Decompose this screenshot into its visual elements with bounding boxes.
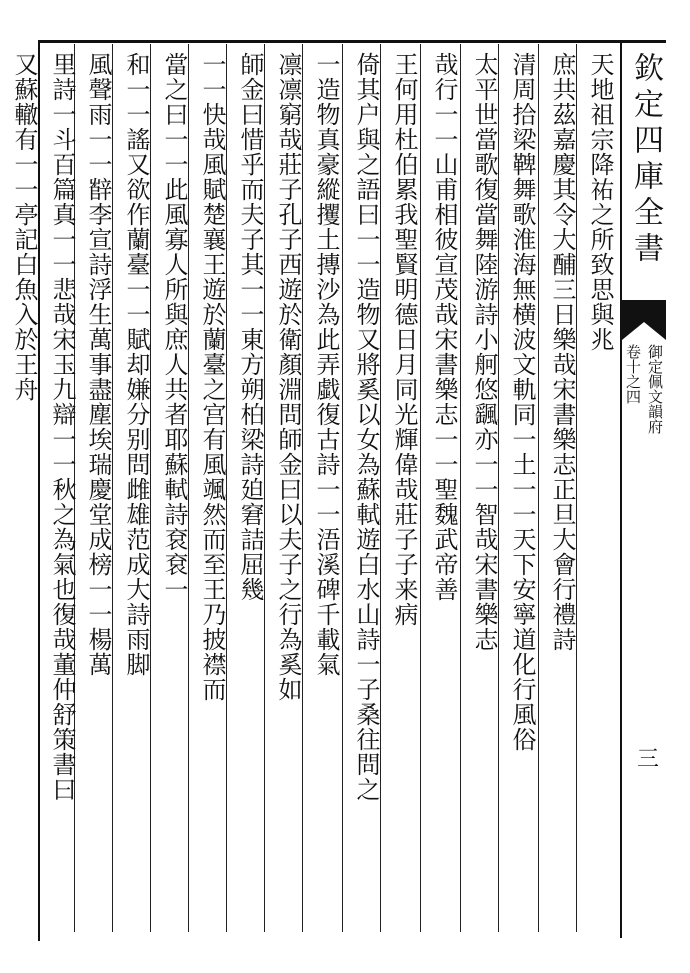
page-number: 三 <box>636 747 659 772</box>
fish-tail-mark <box>622 300 666 340</box>
text-column: 凛凛窮哉莊子孔子西遊於衛顏淵問師金曰以夫子之行為奚如 <box>274 52 302 702</box>
text-column: 一造物真豪縱攫土摶沙為此弄戱復古詩一一浯溪碑千載氣 <box>312 52 340 677</box>
text-column: 風聲雨一一辥李宣詩浮生萬事盡塵埃瑞慶堂成榜一一楊萬 <box>84 52 112 677</box>
text-column: 一一快哉風賦楚襄王遊於蘭臺之宫有風颯然而至王乃披襟而 <box>198 52 226 702</box>
text-column: 清周拾梁鞞舞歌淮海無横波文軌同一土一一天下安寧道化行風俗 <box>508 52 536 752</box>
text-column: 太平世當歌復當舞陸游詩小舸悠颻亦一一智哉宋書樂志 <box>470 52 498 652</box>
text-column: 王何用杜伯累我聖賢明德日月同光輝偉哉莊子子来病 <box>390 52 418 627</box>
text-column: 當之曰一一此風寡人所與庶人共者耶蘇軾詩袞袞一 <box>160 52 188 602</box>
section-title: 御定佩文韻府 <box>646 344 664 434</box>
volume-label: 卷十之四 <box>624 344 642 404</box>
text-column: 里詩一斗百篇真一一悲哉宋玉九辯一一秋之為氣也復哉董仲舒策書曰 <box>48 52 76 802</box>
text-column: 倚其户與之語曰一一造物又將奚以女為蘇軾遊白水山詩一子桑往問之 <box>352 52 380 802</box>
text-column: 庶共茲嘉慶其令大酺三日樂哉宋書樂志正旦大會行禮詩 <box>548 52 576 652</box>
book-title: 欽定四庫全書 <box>628 52 663 268</box>
text-column: 師金曰惜乎而夫子其一一東方朔柏梁詩廹窘詰屈幾 <box>236 52 264 602</box>
text-column: 哉行一一山甫相彼宣茂哉宋書樂志一一聖魏武帝善 <box>430 52 458 602</box>
text-column: 和一一謠又欲作蘭臺一一賦却嫌分别問雌雄范成大詩雨脚 <box>122 52 150 677</box>
text-column: 又蘇轍有一一亭記白魚入於王舟 <box>10 52 38 402</box>
text-column: 天地祖宗降祐之所致思與兆 <box>586 52 614 352</box>
